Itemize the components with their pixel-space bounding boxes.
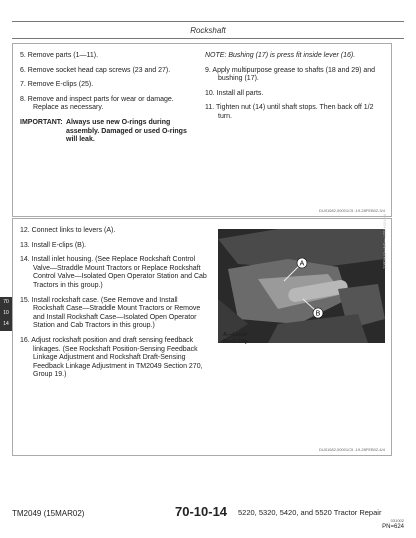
section-title: Rockshaft <box>190 26 226 35</box>
important-notice <box>20 119 200 145</box>
left-column <box>20 52 200 145</box>
note: NOTE: Bushing (17) is press fit inside lever (16). <box>205 52 356 59</box>
step-12: 12. Connect links to levers (A). <box>20 227 116 234</box>
important-text: Always use new O-rings during assembly. Damaged or used O-rings will leak. <box>66 118 187 144</box>
step-5: 5. Remove parts (1—11). <box>20 52 99 59</box>
doc-code-1: DU01082,00001C5 -19-28FEB02-3/4 <box>318 208 385 213</box>
step-16: 16. Adjust rockshaft position and draft sensing feedback linkages. (See Rockshaft Position-Sensing Feedback Linkage Adjustment and Rockshaft Draft-Sensing Feedback Linkage Adjustment in TM2049 Section 270, Group 19.) <box>20 336 203 379</box>
rockshaft-photo <box>218 213 387 343</box>
caption-eclip: B—E-Clip <box>223 339 249 345</box>
tab-section: 70 <box>3 299 9 305</box>
print-date: 031002 <box>390 518 404 523</box>
tab-group: 10 <box>3 310 9 316</box>
right-column <box>205 52 383 128</box>
important-label: IMPORTANT: <box>20 118 63 126</box>
step-8: 8. Remove and inspect parts for wear or damage. Replace as necessary. <box>20 95 174 112</box>
step-9: 9. Apply multipurpose grease to shafts (18 and 29) and bushing (17). <box>205 66 376 83</box>
steps-column <box>20 227 210 386</box>
page-number: 70-10-14 <box>175 504 228 519</box>
header-rule-top <box>12 21 404 22</box>
tab-page: 14 <box>3 321 9 327</box>
step-13: 13. Install E-clips (B). <box>20 241 87 249</box>
manual-id: TM2049 (15MAR02) <box>12 509 85 518</box>
doc-code-2: DU01082,00001C5 -19-28FEB02-4/4 <box>318 447 385 452</box>
caption-lever: A—Lever <box>223 332 248 338</box>
step-11: 11. Tighten nut (14) until shaft stops. Then back off 1/2 turn. <box>205 104 374 120</box>
step-7: 7. Remove E-clips (25). <box>20 81 94 89</box>
manual-title: 5220, 5320, 5420, and 5520 Tractor Repair <box>238 508 382 517</box>
procedure-panel-1 <box>12 43 392 217</box>
step-14: 14. Install inlet housing. (See Replace Rockshaft Control Valve—Straddle Mount Tractors or Replace Rockshaft Control Valve—Isolated Open Operator Station and Cab Tractors in this group.) <box>20 256 207 289</box>
step-6: 6. Remove socket head cap screws (23 and 27). <box>20 66 171 74</box>
step-15: 15. Install rockshaft case. (See Remove and Install Rockshaft Case—Straddle Mount Tractors or Remove and Install Rockshaft Case—Isolated Open Operator Station and Cab Tractors in this group.) <box>20 296 201 330</box>
callout-a: A <box>299 260 305 268</box>
section-tab <box>0 297 12 331</box>
callout-b: B <box>315 310 321 318</box>
figure-caption <box>223 332 248 346</box>
rockshaft-photo-drawing <box>218 229 385 343</box>
header-rule-bottom <box>12 38 404 39</box>
procedure-panel-2 <box>12 213 392 456</box>
photo-code: RXA0047127 —UN—07FEB02 <box>382 213 387 269</box>
step-10: 10. Install all parts. <box>205 89 264 97</box>
pn-number: PN=624 <box>382 524 404 530</box>
